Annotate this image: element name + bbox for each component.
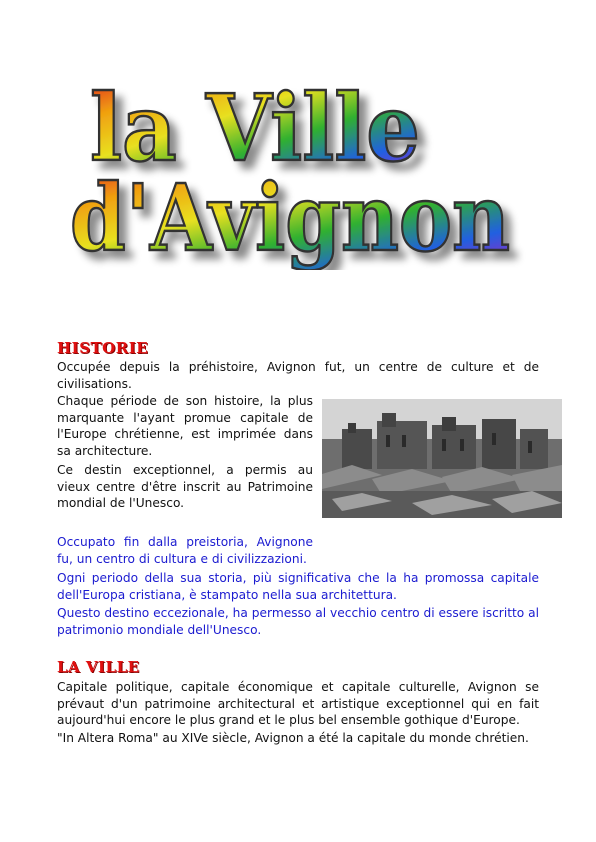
historie-fr-period: Chaque période de son histoire, la plus marquante l'ayant promue capitale de l'Europe chrétienne, est imprimée dans sa architecture. <box>57 394 313 458</box>
historie-it-intro: Occupato fin dalla preistoria, Avignone fu, un centro di cultura e di civilizzazioni. <box>57 535 313 566</box>
historie-it-destin: Questo destino eccezionale, ha permesso al vecchio centro di essere iscritto al patrimonio mondiale dell'Unesco. <box>57 606 539 637</box>
title-line-1: la Ville <box>90 74 420 182</box>
ville-p1: Capitale politique, capitale économique et capitale culturelle, Avignon se prévaut d'un patrimoine architectural et artistique exceptionnel qui en fait aujourd'hui encore le plus grand et le plus bel ensemble gothique d'Europe. <box>57 680 539 728</box>
title-wordart <box>60 70 540 270</box>
historie-fr-destin: Ce destin exceptionnel, a permis au vieux centre d'être inscrit au Patrimoine mondial de l'Unesco. <box>57 463 313 511</box>
title-line-2: d'Avignon <box>70 164 510 270</box>
ville-p2: "In Altera Roma" au XIVe siècle, Avignon a été la capitale du monde chrétien. <box>57 731 529 745</box>
historie-fr-intro: Occupée depuis la préhistoire, Avignon fut, un centre de culture et de civilisations. <box>57 360 539 391</box>
historie-heading: HISTORIE <box>57 339 149 357</box>
palais-des-papes-photo <box>322 399 562 518</box>
historie-it-period: Ogni periodo della sua storia, più significativa che la ha promossa capitale dell'Europa cristiana, è stampato nella sua architettura. <box>57 571 539 602</box>
ville-heading: LA VILLE <box>57 658 140 676</box>
